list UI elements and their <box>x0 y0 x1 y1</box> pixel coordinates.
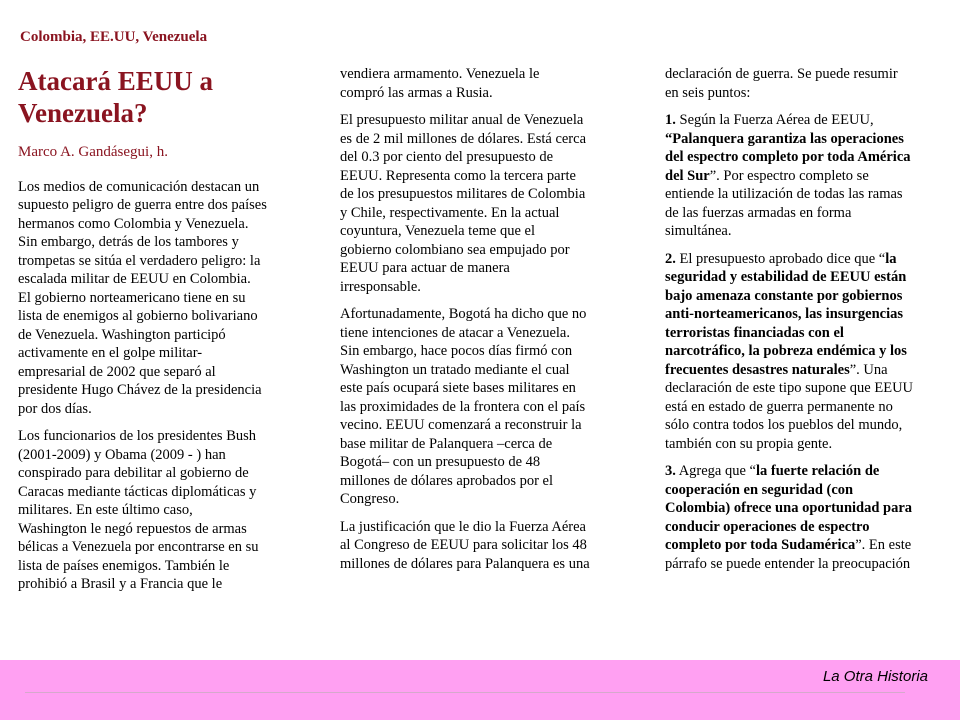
text-line: Sin embargo, hace pocos días firmó con <box>340 343 573 359</box>
text-line: de Venezuela. Washington participó <box>18 326 226 343</box>
text-line: Los funcionarios de los presidentes Bush <box>18 428 257 444</box>
bold-text: bajo amenaza constante por gobiernos <box>665 287 903 304</box>
text-line: hermanos como Colombia y Venezuela. <box>18 215 249 232</box>
text-run: ”. Por espectro completo se <box>709 167 869 184</box>
text-line: EEUU para actuar de manera <box>340 260 510 276</box>
text-line: El gobierno norteamericano tiene en su <box>18 289 246 306</box>
bold-text: del espectro completo por toda América <box>665 149 911 165</box>
text-line: bélicas a Venezuela por encontrarse en su <box>18 539 259 555</box>
text-line <box>665 185 947 204</box>
bold-text: la <box>885 250 897 267</box>
text-line: conspirado para debilitar al gobierno de <box>18 465 249 481</box>
bold-text: conducir operaciones de espectro <box>665 518 870 535</box>
text-line: Caracas mediante tácticas diplomáticas y <box>18 483 257 500</box>
text-run: párrafo se puede entender la preocupación <box>665 555 911 572</box>
text-line <box>665 250 947 269</box>
paragraph <box>340 111 636 296</box>
text-line <box>665 398 947 417</box>
text-line: base militar de Palanquera –cerca de <box>340 435 553 452</box>
text-line: irresponsable. <box>340 278 421 295</box>
bold-text: la fuerte relación de <box>756 463 880 479</box>
paragraph <box>18 427 318 594</box>
text-line <box>665 167 947 186</box>
text-line: Washington un tratado mediante el cual <box>340 361 570 378</box>
text-line <box>665 481 947 500</box>
text-line <box>665 148 947 167</box>
text-line: activamente en el golpe militar- <box>18 345 203 361</box>
text-line: lista de países enemigos. También le <box>18 557 230 574</box>
text-line <box>665 435 947 454</box>
text-run: Según la Fuerza Aérea de EEUU, <box>675 112 874 128</box>
column-2 <box>340 65 636 582</box>
text-line: de los presupuestos militares de Colombia <box>340 186 586 202</box>
headline-line: Venezuela? <box>18 98 148 128</box>
bold-text: del Sur <box>665 167 710 184</box>
text-line <box>665 518 947 537</box>
text-line: presidente Hugo Chávez de la presidencia <box>18 382 262 398</box>
footer-publication-name: La Otra Historia <box>822 668 928 685</box>
text-run: Agrega que “ <box>675 463 756 479</box>
text-line: millones de dólares para Palanquera es una <box>340 555 590 572</box>
text-line <box>665 268 947 287</box>
text-line: Congreso. <box>340 491 400 507</box>
text-run: El presupuesto aprobado dice que “ <box>675 250 886 267</box>
bold-text: terroristas financiadas con el <box>665 324 844 341</box>
footer-divider <box>25 692 905 693</box>
text-line: Afortunadamente, Bogotá ha dicho que no <box>340 306 587 322</box>
bold-text: “Palanquera garantiza las operaciones <box>665 130 904 147</box>
numbered-point-1 <box>665 111 947 241</box>
paragraph <box>18 178 318 419</box>
text-run: entiende la utilización de todas las ramas <box>665 186 903 202</box>
column-3 <box>665 65 947 582</box>
article-headline <box>18 65 318 129</box>
text-line <box>665 462 947 481</box>
text-line: este país ocupará siete bases militares en <box>340 380 576 396</box>
text-line: las proximidades de la frontera con el país <box>340 398 586 415</box>
text-line <box>665 111 947 130</box>
text-line: por dos días. <box>18 400 92 417</box>
text-line: supuesto peligro de guerra entre dos países <box>18 197 267 213</box>
text-line: militares. En este último caso, <box>18 502 193 518</box>
text-run: simultánea. <box>665 223 732 239</box>
text-line <box>665 130 947 149</box>
text-line: y Chile, respectivamente. En la actual <box>340 204 560 221</box>
footer-bar <box>0 660 960 720</box>
text-line: lista de enemigos al gobierno bolivariano <box>18 308 258 324</box>
bold-text: narcotráfico, la pobreza endémica y los <box>665 343 907 359</box>
headline-line: Atacará EEUU a <box>18 66 213 96</box>
text-line: vecino. EEUU comenzará a reconstruir la <box>340 417 582 433</box>
text-line: declaración de guerra. Se puede resumir <box>665 66 898 82</box>
bold-text: 2. <box>665 250 676 267</box>
paragraph <box>340 65 636 102</box>
text-line: trompetas se sitúa el verdadero peligro: la <box>18 252 261 269</box>
text-line <box>665 287 947 306</box>
text-line <box>665 222 947 241</box>
text-line <box>665 555 947 574</box>
text-line <box>665 342 947 361</box>
bold-text: 1. <box>665 112 676 128</box>
bold-text: completo por toda Sudamérica <box>665 537 856 553</box>
text-line: Sin embargo, detrás de los tambores y <box>18 234 239 250</box>
text-line <box>665 536 947 555</box>
text-line <box>665 324 947 343</box>
bold-text: frecuentes desastres naturales <box>665 361 850 378</box>
bold-text: seguridad y estabilidad de EEUU están <box>665 269 907 285</box>
text-run: declaración de este tipo supone que EEUU <box>665 380 914 396</box>
text-line <box>665 204 947 223</box>
text-line: La justificación que le dio la Fuerza Aérea <box>340 518 586 535</box>
text-line <box>665 499 947 518</box>
text-run: está en estado de guerra permanente no <box>665 398 893 415</box>
text-run: ”. Una <box>849 361 888 378</box>
text-line: compró las armas a Rusia. <box>340 84 493 101</box>
bold-text: anti-norteamericanos, las insurgencias <box>665 306 904 322</box>
text-line: empresarial de 2002 que separó al <box>18 363 216 380</box>
text-line: al Congreso de EEUU para solicitar los 48 <box>340 537 587 553</box>
text-line: coyuntura, Venezuela teme que el <box>340 223 535 239</box>
bold-text: cooperación en seguridad (con <box>665 481 854 498</box>
text-line: Washington le negó repuestos de armas <box>18 520 247 537</box>
text-line: (2001-2009) y Obama (2009 - ) han <box>18 446 226 463</box>
text-line: Bogotá– con un presupuesto de 48 <box>340 454 541 470</box>
text-line: escalada militar de EEUU en Colombia. <box>18 271 251 287</box>
text-line <box>665 416 947 435</box>
paragraph <box>340 305 636 509</box>
text-run: sólo contra todos los pueblos del mundo, <box>665 417 903 433</box>
bold-text: 3. <box>665 463 676 479</box>
text-run: también con su propia gente. <box>665 435 833 452</box>
text-line: es de 2 mil millones de dólares. Está cerca <box>340 130 587 147</box>
text-line: gobierno colombiano sea empujado por <box>340 241 570 258</box>
text-line: Los medios de comunicación destacan un <box>18 178 260 195</box>
text-run: de las fuerzas armadas en forma <box>665 204 852 221</box>
text-line: millones de dólares aprobados por el <box>340 472 554 489</box>
paragraph <box>665 65 947 102</box>
text-line: EEUU. Representa como la tercera parte <box>340 167 576 184</box>
text-line: en seis puntos: <box>665 84 751 101</box>
text-line <box>665 379 947 398</box>
bold-text: Colombia) ofrece una oportunidad para <box>665 500 913 516</box>
text-run: ”. En este <box>855 537 912 553</box>
text-line: El presupuesto militar anual de Venezuela <box>340 112 584 128</box>
text-line <box>665 361 947 380</box>
numbered-point-2 <box>665 250 947 454</box>
article-author: Marco A. Gandásegui, h. <box>18 144 168 160</box>
text-line: vendiera armamento. Venezuela le <box>340 66 540 82</box>
text-line: tiene intenciones de atacar a Venezuela. <box>340 324 570 341</box>
section-kicker: Colombia, EE.UU, Venezuela <box>20 29 208 45</box>
text-line: del 0.3 por ciento del presupuesto de <box>340 149 554 165</box>
text-line <box>665 305 947 324</box>
text-line: prohibió a Brasil y a Francia que le <box>18 576 223 592</box>
numbered-point-3 <box>665 462 947 573</box>
paragraph <box>340 518 636 574</box>
column-1 <box>18 65 318 603</box>
